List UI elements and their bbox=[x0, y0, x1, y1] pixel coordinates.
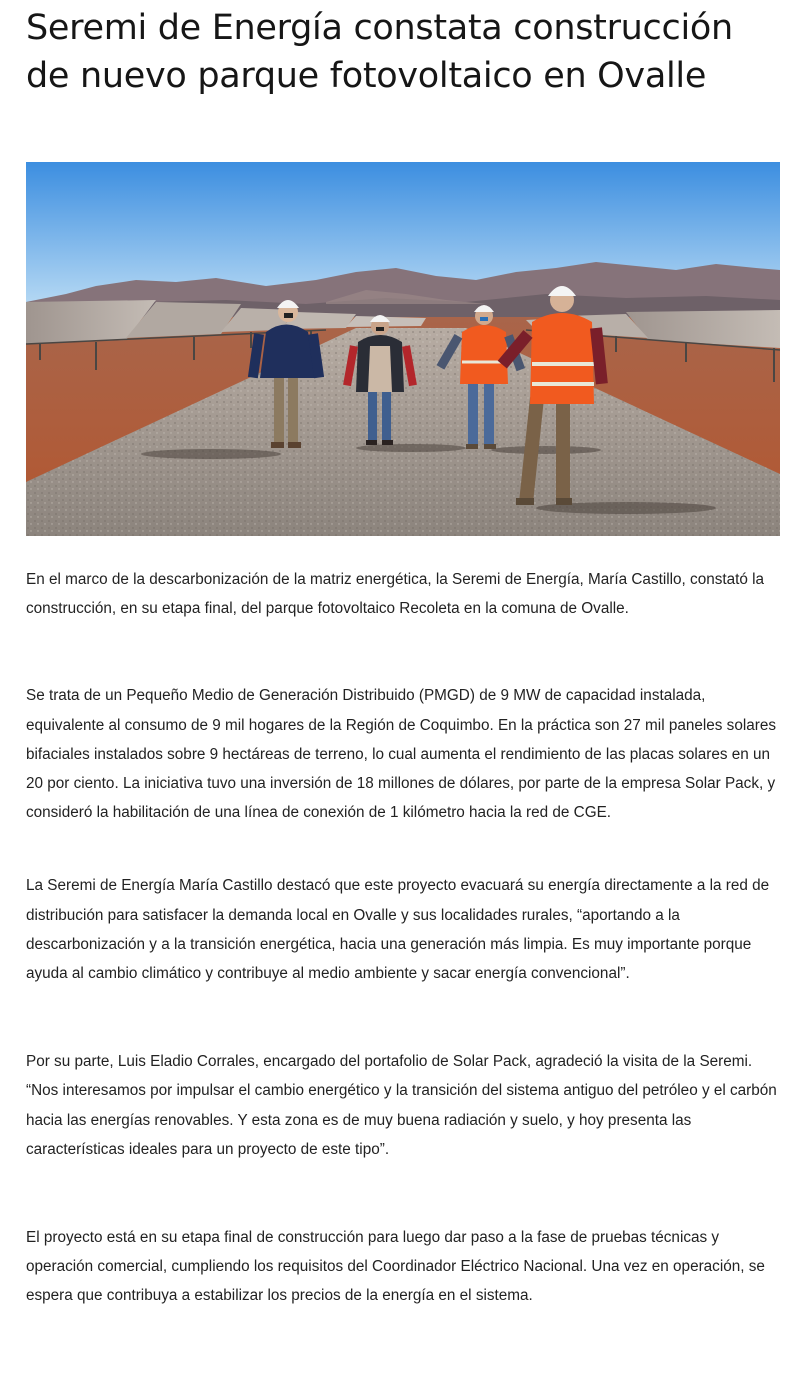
article bbox=[26, 0, 780, 1305]
article-title: Seremi de Energía constata construcción de nuevo parque fotovoltaico en Ovalle bbox=[26, 8, 733, 96]
paragraph-2: Se trata de un Pequeño Medio de Generación Distribuido (PMGD) de 9 MW de capacidad instalada, equivalente al consumo de 9 mil hogares de la Región de Coquimbo. En la práctica son 27 mil paneles solares bifaciales instalados sobre 9 hectáreas de terreno, lo cual aumenta el rendimiento de las placas solares en un 20 por ciento. La iniciativa tuvo una inversión de 18 millones de dólares, por parte de la empresa Solar Pack, y consideró la habilitación de una línea de conexión de 1 kilómetro hacia la red de CGE. bbox=[26, 687, 776, 822]
paragraph-1: En el marco de la descarbonización de la matriz energética, la Seremi de Energía, María Castillo, constató la construcción, en su etapa final, del parque fotovoltaico Recoleta en la comuna de Ovalle. bbox=[26, 571, 765, 618]
hero-image bbox=[26, 162, 780, 536]
solar-park-photo-icon bbox=[26, 162, 780, 536]
paragraph-5: El proyecto está en su etapa final de construcción para luego dar paso a la fase de pruebas técnicas y operación comercial, cumpliendo los requisitos del Coordinador Eléctrico Nacional. Una vez en operación, se espera que contribuya a estabilizar los precios de la energía en el sistema. bbox=[26, 1229, 765, 1305]
paragraph-3: La Seremi de Energía María Castillo destacó que este proyecto evacuará su energía directamente a la red de distribución para satisfacer la demanda local en Ovalle y sus localidades rurales, “aportando a la descarbonización y a la transición energética, hacia una generación más limpia. Es muy importante porque ayuda al cambio climático y contribuye al medio ambiente y sacar energía convencional”. bbox=[26, 877, 770, 983]
paragraph-4: Por su parte, Luis Eladio Corrales, encargado del portafolio de Solar Pack, agradeció la visita de la Seremi. “Nos interesamos por impulsar el cambio energético y la transición del sistema antiguo del petróleo y el carbón hacia las energías renovables. Y esta zona es de muy buena radiación y suelo, y hoy presenta las características ideales para un proyecto de este tipo”. bbox=[26, 1053, 777, 1158]
article-body bbox=[26, 565, 780, 1311]
